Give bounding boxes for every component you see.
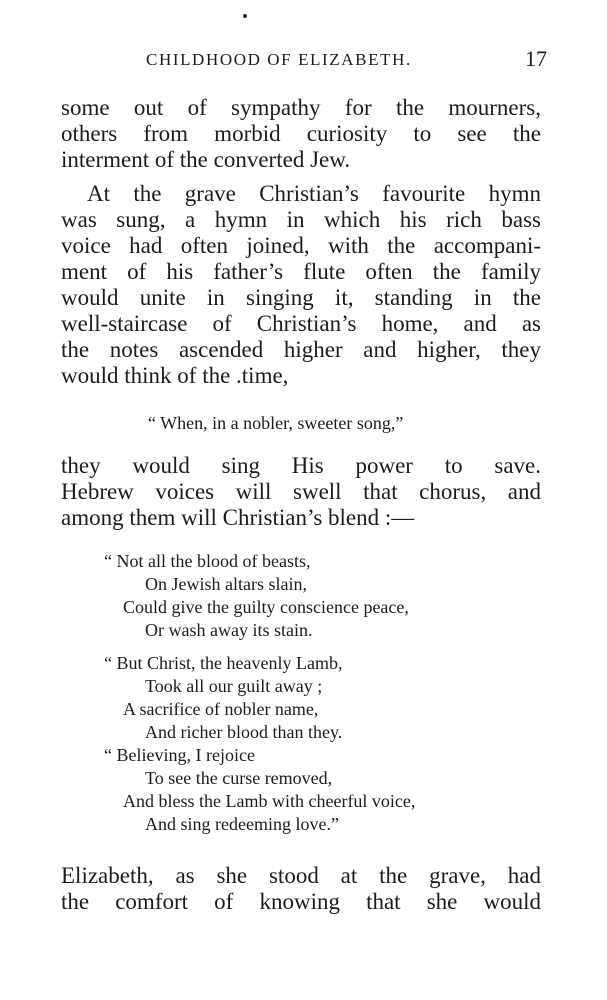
verse-line: And richer blood than they. xyxy=(145,722,343,742)
text-line: Hebrew voices will swell that chorus, and xyxy=(61,479,541,504)
verse-line: And bless the Lamb with cheerful voice, xyxy=(123,791,416,811)
text-line: ment of his father’s flute often the family xyxy=(61,259,541,284)
text-line: the notes ascended higher and higher, they xyxy=(61,337,541,362)
hymn-stanza-1 xyxy=(104,550,504,642)
verse-line: To see the curse removed, xyxy=(145,768,333,788)
text-line: interment of the converted Jew. xyxy=(61,147,351,172)
text-line: voice had often joined, with the accompani- xyxy=(61,233,541,258)
verse-line: Could give the guilty conscience peace, xyxy=(123,597,409,617)
text-line: they would sing His power to save. xyxy=(61,453,541,478)
hymn-stanza-2 xyxy=(104,652,504,744)
running-title: CHILDHOOD OF ELIZABETH. xyxy=(146,50,412,69)
verse-line: A sacrifice of nobler name, xyxy=(123,699,319,719)
running-head xyxy=(60,46,547,76)
text-line: among them will Christian’s blend :— xyxy=(61,505,415,530)
verse-line: “ Believing, I rejoice xyxy=(104,745,255,765)
quoted-verse: “ When, in a nobler, sweeter song,” xyxy=(148,413,404,433)
verse-line: Or wash away its stain. xyxy=(145,620,313,640)
text-line: would unite in singing it, standing in the xyxy=(61,285,541,310)
verse-line: “ Not all the blood of beasts, xyxy=(104,551,311,571)
paragraph-chorus xyxy=(61,453,541,531)
paragraph-grave-hymn xyxy=(61,181,541,389)
verse-line: Took all our guilt away ; xyxy=(145,676,323,696)
text-line: some out of sympathy for the mourners, xyxy=(61,95,541,120)
text-line: others from morbid curiosity to see the xyxy=(61,121,541,146)
verse-line: “ But Christ, the heavenly Lamb, xyxy=(104,653,343,673)
page-number: 17 xyxy=(525,46,547,71)
verse-line: On Jewish altars slain, xyxy=(145,574,307,594)
text-line: was sung, a hymn in which his rich bass xyxy=(61,207,541,232)
text-line: At the grave Christian’s favourite hymn xyxy=(87,181,541,206)
text-line: Elizabeth, as she stood at the grave, had xyxy=(61,863,541,888)
hymn-stanza-3 xyxy=(104,744,504,836)
text-line: would think of the .time, xyxy=(61,363,289,388)
text-line: the comfort of knowing that she would xyxy=(61,889,541,914)
ink-dot xyxy=(243,14,247,18)
paragraph-elizabeth xyxy=(61,863,541,915)
paragraph-continued xyxy=(61,95,541,173)
text-line: well-staircase of Christian’s home, and as xyxy=(61,311,541,336)
verse-line: And sing redeeming love.” xyxy=(145,814,339,834)
